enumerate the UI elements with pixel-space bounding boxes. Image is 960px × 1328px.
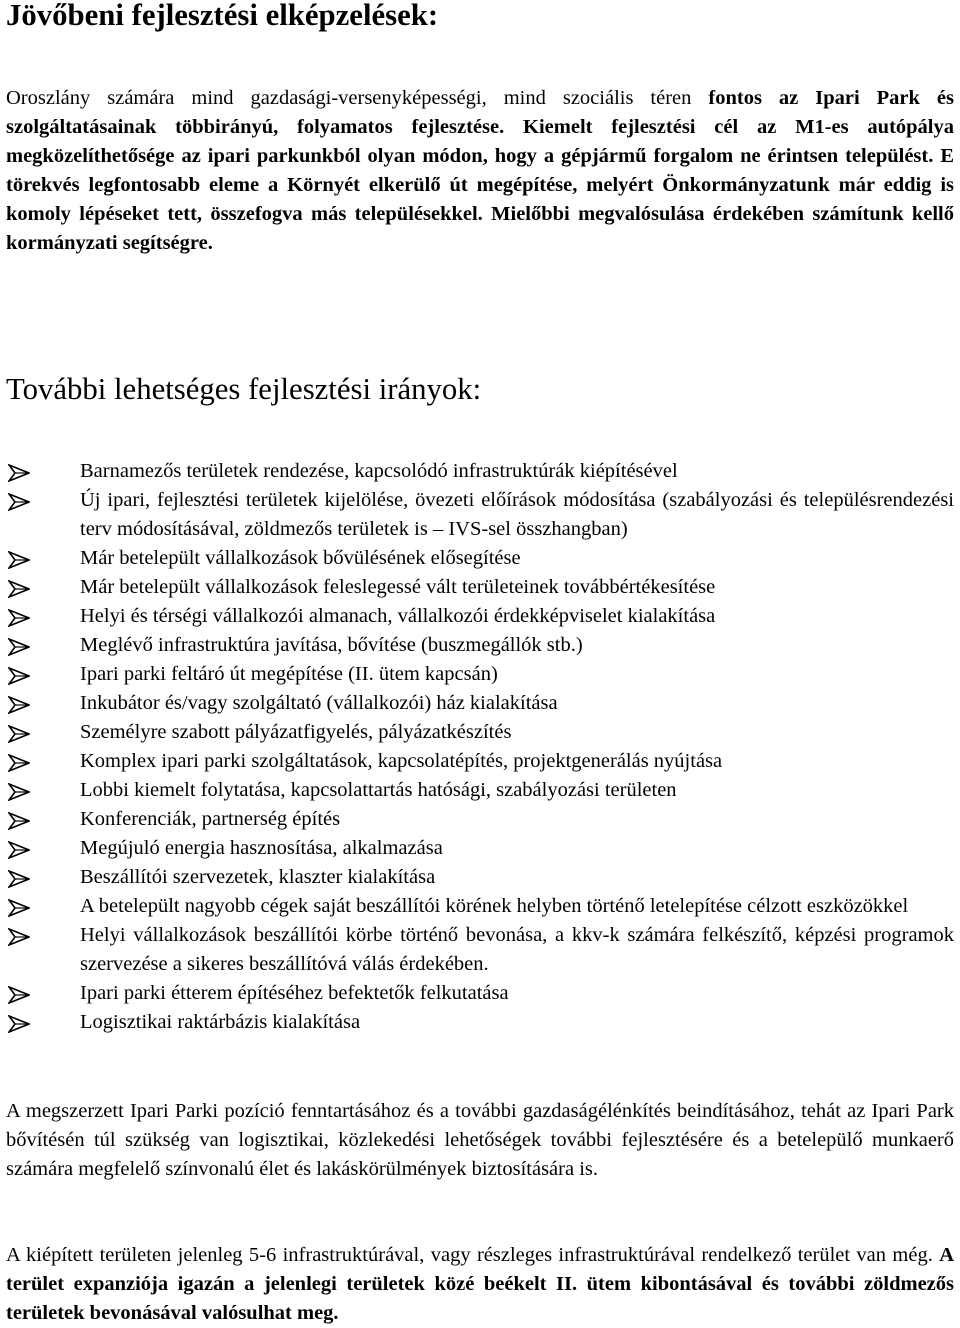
list-item-text: Új ipari, fejlesztési területek kijelölése, övezeti előírások módosítása (szabályozási és településrendezési terv módosításával, zöldmezős területek is – IVS-sel összhangban) [80,489,954,540]
list-item-text: Logisztikai raktárbázis kialakítása [80,1011,361,1033]
list-item-text: Barnamezős területek rendezése, kapcsolódó infrastruktúrák kiépítésével [80,460,678,482]
paragraph-area-expansion [6,1241,954,1328]
list-item-text: Helyi vállalkozások beszállítói körbe történő bevonása, a kkv-k számára felkészítő, képzési programok szervezése a sikeres beszállítóvá válás érdekében. [80,924,954,975]
list-item [6,747,954,776]
list-item-text: Már betelepült vállalkozások feleslegessé vált területeinek továbbértékesítése [80,576,716,598]
list-item [6,892,954,921]
list-item-text: Ipari parki étterem építéséhez befektetők felkutatása [80,982,509,1004]
list-item-text: Meglévő infrastruktúra javítása, bővítése (buszmegállók stb.) [80,634,583,656]
list-item [6,602,954,631]
arrowhead-bullet-icon [8,754,30,772]
development-directions-list [6,457,954,1037]
arrowhead-bullet-icon [8,841,30,859]
list-item-text: Lobbi kiemelt folytatása, kapcsolattartás hatósági, szabályozási területen [80,779,677,801]
paragraph-text: Oroszlány számára mind gazdasági-versenyképességi, mind szociális téren [6,87,709,109]
list-item-text: Ipari parki feltáró út megépítése (II. ütem kapcsán) [80,663,498,685]
arrowhead-bullet-icon [8,725,30,743]
list-item-text: Helyi és térségi vállalkozói almanach, vállalkozói érdekképviselet kialakítása [80,605,716,627]
arrowhead-bullet-icon [8,928,30,946]
list-item [6,457,954,486]
list-item [6,544,954,573]
paragraph-text: A kiépített területen jelenleg 5-6 infrastruktúrával, vagy részleges infrastruktúrával rendelkező terület van még. [6,1244,940,1266]
list-item-text: Már betelepült vállalkozások bővülésének elősegítése [80,547,521,569]
list-item [6,660,954,689]
list-item-text: A betelepült nagyobb cégek saját beszállítói körének helyben történő letelepítése célzott eszközökkel [80,895,909,917]
list-item [6,689,954,718]
list-item-text: Inkubátor és/vagy szolgáltató (vállalkozói) ház kialakítása [80,692,558,714]
list-item-text: Személyre szabott pályázatfigyelés, pályázatkészítés [80,721,512,743]
list-item [6,573,954,602]
arrowhead-bullet-icon [8,551,30,569]
list-item [6,863,954,892]
list-item [6,1008,954,1037]
list-item [6,718,954,747]
arrowhead-bullet-icon [8,783,30,801]
arrowhead-bullet-icon [8,609,30,627]
arrowhead-bullet-icon [8,493,30,511]
section-heading-future-plans: Jövőbeni fejlesztési elképzelések: [6,0,439,32]
arrowhead-bullet-icon [8,464,30,482]
arrowhead-bullet-icon [8,638,30,656]
list-item [6,776,954,805]
paragraph-bold-text: A terület expanziója igazán a jelenlegi területek közé beékelt II. ütem kibontásával és további zöldmezős területek bevonásával valósulhat meg. [6,1244,954,1324]
arrowhead-bullet-icon [8,812,30,830]
section-heading-further-directions: További lehetséges fejlesztési irányok: [6,372,482,406]
list-item-text: Komplex ipari parki szolgáltatások, kapcsolatépítés, projektgenerálás nyújtása [80,750,723,772]
arrowhead-bullet-icon [8,580,30,598]
arrowhead-bullet-icon [8,986,30,1004]
list-item [6,979,954,1008]
arrowhead-bullet-icon [8,870,30,888]
arrowhead-bullet-icon [8,667,30,685]
list-item [6,834,954,863]
paragraph-bold-text: fontos az Ipari Park és szolgáltatásainak többirányú, folyamatos fejlesztése. Kiemelt fejlesztési cél az M1-es autópálya megközelíthetősége az ipari parkunkból olyan módon, hogy a gépjármű forgalom ne érintsen települést. E törekvés legfontosabb eleme a Környét elkerülő út megépítése, melyért Önkormányzatunk már eddig is komoly lépéseket tett, összefogva más településekkel. Mielőbbi megvalósulása érdekében számítunk kellő kormányzati segítségre. [6,87,954,254]
list-item [6,805,954,834]
paragraph-industrial-park-development [6,84,954,258]
arrowhead-bullet-icon [8,1015,30,1033]
list-item [6,921,954,979]
list-item [6,631,954,660]
paragraph-logistics-needs: A megszerzett Ipari Parki pozíció fenntartásához és a további gazdaságélénkítés beindításához, tehát az Ipari Park bővítésén túl szükség van logisztikai, közlekedési lehetőségek további fejlesztésére és a betelepülő munkaerő számára megfelelő színvonalú élet és lakáskörülmények biztosítására is. [6,1100,954,1180]
list-item [6,486,954,544]
arrowhead-bullet-icon [8,696,30,714]
list-item-text: Beszállítói szervezetek, klaszter kialakítása [80,866,436,888]
arrowhead-bullet-icon [8,899,30,917]
list-item-text: Megújuló energia hasznosítása, alkalmazása [80,837,443,859]
list-item-text: Konferenciák, partnerség építés [80,808,341,830]
